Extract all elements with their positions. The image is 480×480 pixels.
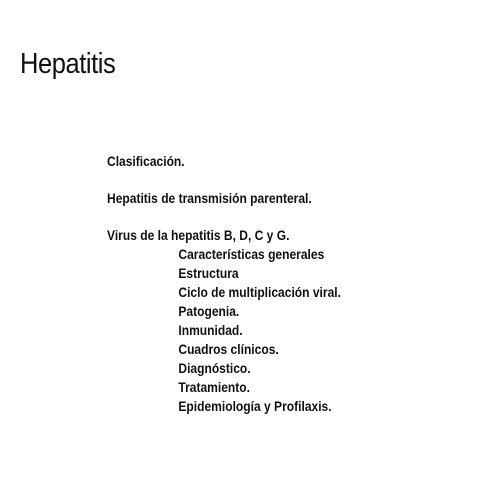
subitem-caracteristicas: Características generales [178,246,325,262]
subitem-cuadros-clinicos: Cuadros clínicos. [178,341,279,357]
subitem-patogenia: Patogenia. [178,303,240,319]
subitem-ciclo: Ciclo de multiplicación viral. [178,284,341,300]
slide-title: Hepatitis [20,48,116,80]
subitem-epidemiologia: Epidemiología y Profilaxis. [178,398,332,414]
subitem-tratamiento: Tratamiento. [178,379,250,395]
item-virus-hepatitis: Virus de la hepatitis B, D, C y G. [107,227,290,243]
subitem-diagnostico: Diagnóstico. [178,360,251,376]
spacer [107,208,467,226]
item-hepatitis-parenteral: Hepatitis de transmisión parenteral. [107,190,312,206]
item-clasificacion: Clasificación. [107,153,185,169]
subitem-estructura: Estructura [178,265,239,281]
subitem-inmunidad: Inmunidad. [178,322,243,338]
slide-content [107,152,467,416]
spacer [107,171,467,189]
